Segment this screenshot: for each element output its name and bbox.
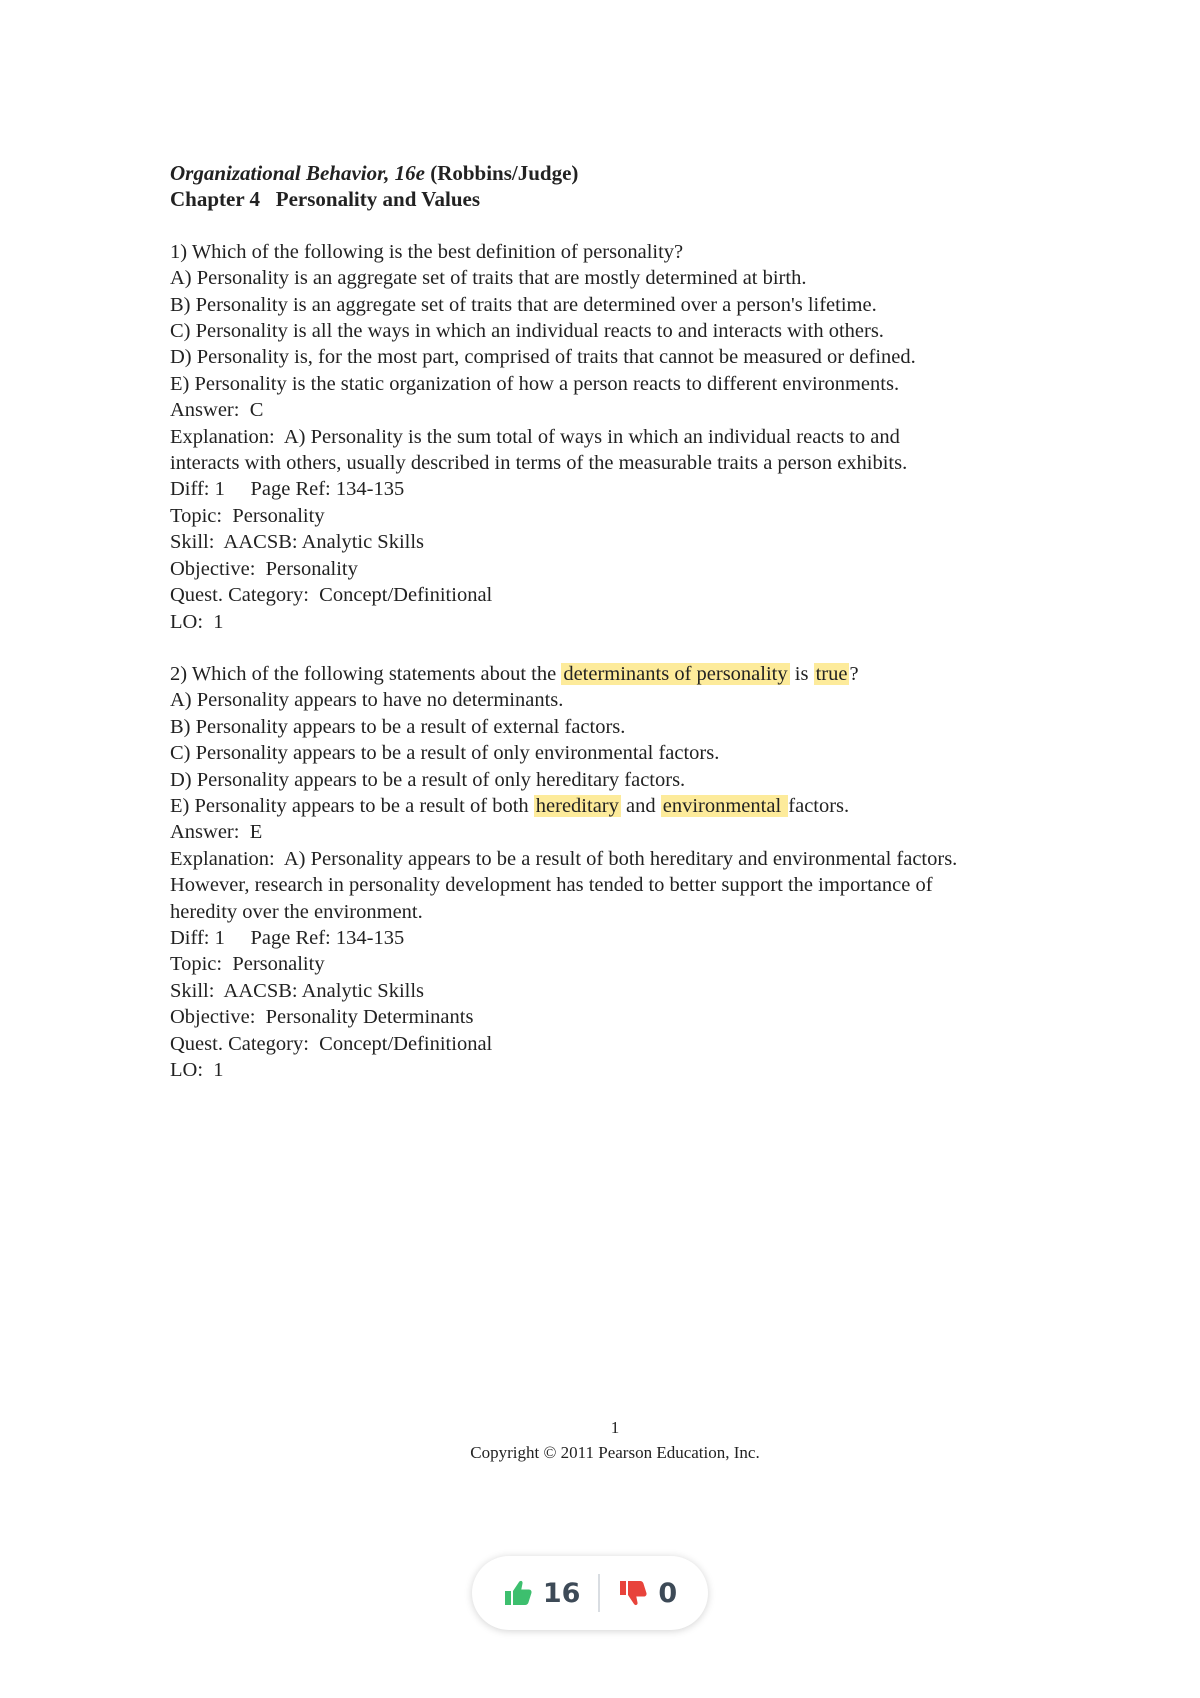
difficulty-pageref: Diff: 1 Page Ref: 134-135	[170, 926, 405, 949]
skill: Skill: AACSB: Analytic Skills	[170, 531, 425, 554]
explanation-line: interacts with others, usually described in terms of the measurable traits a person exhibits.	[170, 452, 908, 475]
option-text: E) Personality appears to be a result of both	[170, 794, 534, 817]
answer-key: Answer: C	[170, 399, 264, 422]
dislike-button[interactable]	[600, 1578, 695, 1609]
answer-option: B) Personality appears to be a result of external factors.	[170, 715, 626, 738]
thumbs-down-icon	[618, 1579, 648, 1607]
difficulty-pageref: Diff: 1 Page Ref: 134-135	[170, 478, 405, 501]
highlight[interactable]: environmental	[662, 794, 787, 817]
learning-objective: LO: 1	[170, 610, 224, 633]
question-1	[170, 239, 1070, 635]
objective: Objective: Personality	[170, 557, 358, 580]
document-page	[170, 160, 1070, 1083]
answer-option: B) Personality is an aggregate set of traits that are determined over a person's lifetime.	[170, 293, 877, 316]
document-title	[170, 160, 1070, 186]
option-text: and	[620, 794, 661, 817]
question-category: Quest. Category: Concept/Definitional	[170, 584, 493, 607]
explanation-line: heredity over the environment.	[170, 900, 423, 923]
answer-option: E) Personality is the static organization of how a person reacts to different environments.	[170, 372, 900, 395]
explanation-line: Explanation: A) Personality is the sum total of ways in which an individual reacts to and	[170, 425, 900, 448]
highlight[interactable]: hereditary	[535, 794, 619, 817]
skill: Skill: AACSB: Analytic Skills	[170, 979, 425, 1002]
stem-text: 2) Which of the following statements about the	[170, 662, 562, 685]
question-2	[170, 661, 1070, 1084]
stem-text: is	[789, 662, 814, 685]
dislike-count: 0	[658, 1577, 678, 1609]
question-category: Quest. Category: Concept/Definitional	[170, 1032, 493, 1055]
highlight[interactable]: true	[815, 662, 848, 685]
learning-objective: LO: 1	[170, 1059, 224, 1081]
like-count: 16	[542, 1577, 581, 1609]
answer-option: A) Personality appears to have no determinants.	[170, 689, 564, 712]
answer-option: D) Personality appears to be a result of only hereditary factors.	[170, 768, 686, 791]
page-number: 1	[610, 1418, 620, 1437]
explanation-line: Explanation: A) Personality appears to be a result of both hereditary and environmental factors.	[170, 847, 958, 870]
explanation-line: However, research in personality development has tended to better support the importance of	[170, 874, 933, 897]
answer-key: Answer: E	[170, 821, 263, 844]
book-authors: (Robbins/Judge)	[430, 161, 579, 185]
answer-option: C) Personality is all the ways in which an individual reacts to and interacts with others.	[170, 320, 884, 343]
stem-text: ?	[849, 662, 859, 685]
topic: Topic: Personality	[170, 953, 325, 976]
copyright-notice: Copyright © 2011 Pearson Education, Inc.	[470, 1443, 760, 1462]
chapter-title: Chapter 4 Personality and Values	[170, 187, 480, 212]
vote-bar	[472, 1556, 708, 1630]
answer-option: A) Personality is an aggregate set of traits that are mostly determined at birth.	[170, 267, 807, 290]
book-title: Organizational Behavior, 16e	[170, 161, 425, 185]
like-button[interactable]	[485, 1578, 599, 1609]
highlight[interactable]: determinants of personality	[563, 662, 788, 685]
topic: Topic: Personality	[170, 504, 325, 527]
option-text: factors.	[788, 794, 850, 817]
answer-option: D) Personality is, for the most part, comprised of traits that cannot be measured or defined.	[170, 346, 916, 369]
answer-option: C) Personality appears to be a result of only environmental factors.	[170, 742, 720, 765]
thumbs-up-icon	[503, 1579, 533, 1607]
question-stem	[170, 661, 1070, 687]
question-stem: 1) Which of the following is the best definition of personality?	[170, 240, 684, 263]
objective: Objective: Personality Determinants	[170, 1006, 474, 1029]
answer-option	[170, 793, 1070, 819]
